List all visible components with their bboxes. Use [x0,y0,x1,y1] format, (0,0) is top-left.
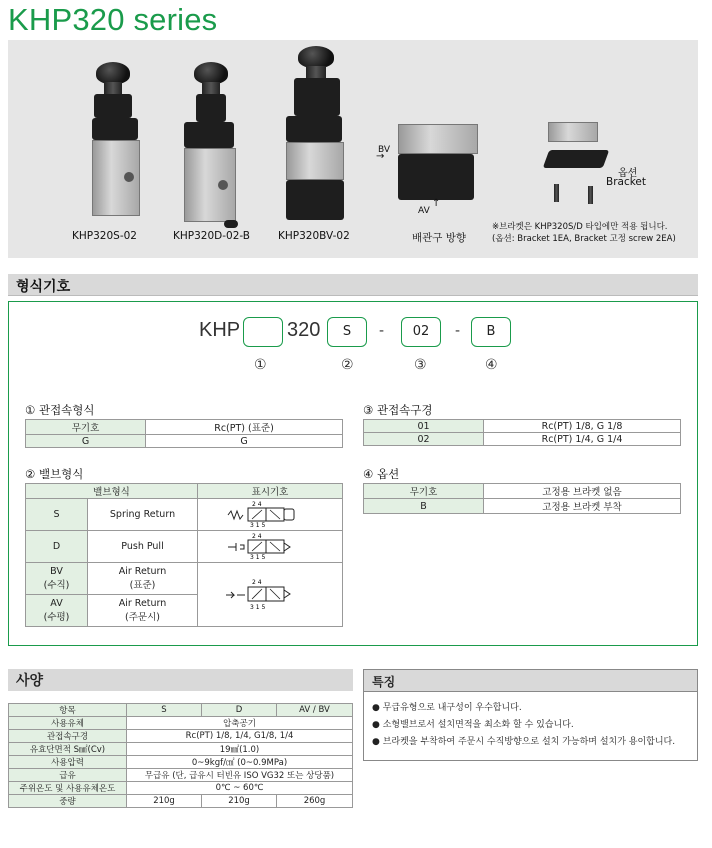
table-row: 무기호 Rc(PT) (표준) [26,420,343,435]
valve-type-table [25,483,343,627]
label-khp320bv: KHP320BV-02 [278,230,350,242]
product-photo-band [8,40,698,258]
valve-image-d [178,62,248,232]
table-row: 주위온도 및 사용유체온도 0℃ ~ 60℃ [9,782,353,795]
svg-text:2 4: 2 4 [252,533,262,540]
table-row: 유효단면적 S㎟(Cv) 19㎟(1.0) [9,743,353,756]
valve-type-heading: ② 밸브형식 [25,467,84,481]
svg-text:2 4: 2 4 [252,579,262,586]
connection-size-table [363,419,681,446]
valve-image-s [88,62,148,232]
table-row: 02 Rc(PT) 1/4, G 1/4 [364,433,681,446]
table-row: 중량 210g 210g 260g [9,795,353,808]
model-code-header: 형식기호 [8,274,698,296]
number-3: ③ [414,357,427,373]
feature-item: ● 소형밸브로서 설치면적을 최소화 할 수 있습니다. [372,720,574,730]
label-khp320s: KHP320S-02 [72,230,137,242]
option-heading: ④ 옵션 [363,467,400,481]
number-4: ④ [485,357,498,373]
svg-text:2 4: 2 4 [252,501,262,508]
port-bv-arrow: → [376,151,385,162]
bracket-note-1: ※브라켓은 KHP320S/D 타입에만 적용 됩니다. [492,222,668,232]
connection-size-heading: ③ 관접속구경 [363,403,433,417]
model-middle: 320 [287,319,321,341]
slot-4: B [471,317,511,347]
slot-3: 02 [401,317,441,347]
symbol-spring-return [198,499,343,531]
port-bv-label: BV [378,145,391,155]
table-row: 급유 무급유 (단, 급유시 터빈유 ISO VG32 또는 상당품) [9,769,353,782]
number-2: ② [341,357,354,373]
symbol-push-pull [198,531,343,563]
table-row: 무기호 고정용 브라켓 없음 [364,484,681,499]
port-av-label: AV [418,206,430,216]
slot-1 [243,317,283,347]
bracket-image [546,122,606,212]
features-title: 특징 [364,670,697,692]
table-row: 사용유체 압축공기 [9,717,353,730]
table-header-row: 밸브형식 표시기호 [26,484,343,499]
model-prefix: KHP [199,319,241,341]
label-khp320d: KHP320D-02-B [173,230,251,242]
table-row: G G [26,435,343,448]
connection-type-table [25,419,343,448]
separator-2: - [455,323,461,339]
svg-text:3 1 5: 3 1 5 [250,554,266,559]
spec-table [8,703,353,808]
feature-item: ● 브라켓을 부착하여 주문시 수직방향으로 설치 가능하며 설치가 용이합니다. [372,737,676,747]
table-header-row: 항목 S D AV / BV [9,704,353,717]
option-label: 옵션 [618,168,638,179]
svg-text:3 1 5: 3 1 5 [250,522,266,527]
number-1: ① [254,357,267,373]
svg-text:3 1 5: 3 1 5 [250,604,266,611]
option-table [363,483,681,514]
label-port-direction: 배관구 방향 [412,232,467,244]
symbol-air-return [198,563,343,627]
table-row: B 고정용 브라켓 부착 [364,499,681,514]
feature-item: ● 무급유형으로 내구성이 우수합니다. [372,703,522,713]
features-box [363,669,698,761]
table-row: 사용압력 0~9kgf/㎠ (0~0.9MPa) [9,756,353,769]
table-row: BV (수직) Air Return (표준) 2 4 3 1 5 [26,563,343,595]
model-code-box [8,301,698,646]
port-direction-image [398,124,488,204]
table-row: 01 Rc(PT) 1/8, G 1/8 [364,420,681,433]
connection-type-heading: ① 관접속형식 [25,403,95,417]
table-row: S Spring Return 2 4 3 1 5 [26,499,343,531]
valve-image-bv [280,46,360,226]
table-row: 관접속구경 Rc(PT) 1/8, 1/4, G1/8, 1/4 [9,730,353,743]
port-av-arrow: ↑ [432,198,441,209]
bracket-note-2: (옵션: Bracket 1EA, Bracket 고정 screw 2EA) [492,234,676,244]
bracket-label: Bracket [606,176,647,188]
table-row: D Push Pull 2 4 3 1 5 [26,531,343,563]
slot-2: S [327,317,367,347]
spec-header: 사양 [8,669,353,691]
table-row: AV (수평) Air Return (주문시) [26,595,343,627]
page-title: KHP320 series [8,2,218,37]
separator-1: - [379,323,385,339]
